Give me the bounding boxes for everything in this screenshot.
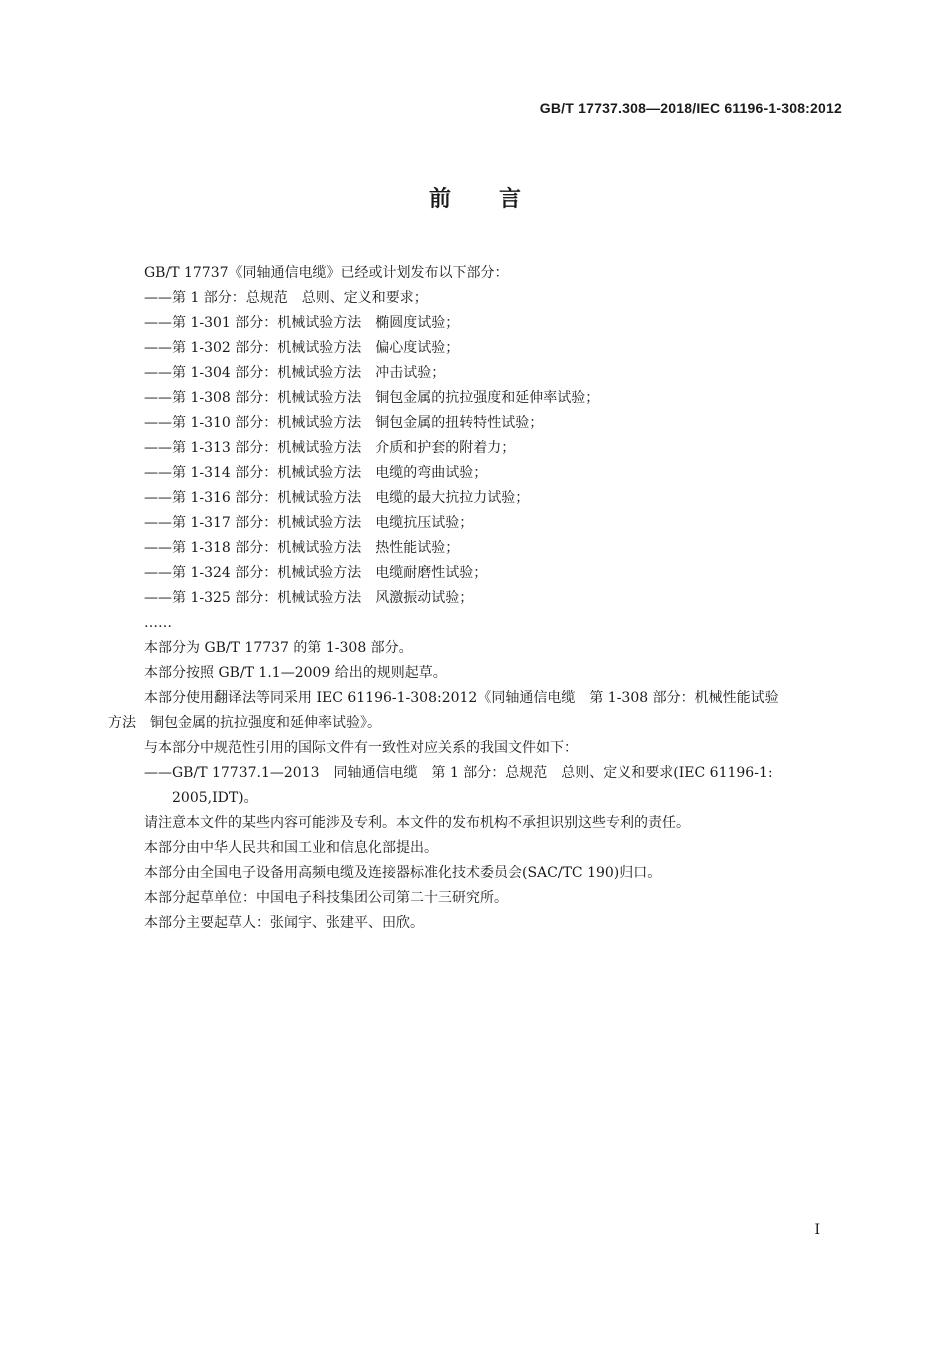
list-item: ——第 1-308 部分：机械试验方法 铜包金属的抗拉强度和延伸率试验； [144, 390, 600, 406]
list-item: ——第 1-313 部分：机械试验方法 介质和护套的附着力； [144, 440, 516, 456]
list-item: ——第 1-314 部分：机械试验方法 电缆的弯曲试验； [144, 465, 488, 481]
foreword-body [108, 261, 848, 936]
paragraph-drafters: 本部分主要起草人：张闻宇、张建平、田欣。 [144, 915, 424, 931]
list-item: ——第 1 部分：总规范 总则、定义和要求； [144, 290, 428, 306]
page-title: 前言 [428, 187, 569, 212]
paragraph-proposed-by: 本部分由中华人民共和国工业和信息化部提出。 [144, 840, 438, 856]
paragraph-patent-notice: 请注意本文件的某些内容可能涉及专利。本文件的发布机构不承担识别这些专利的责任。 [144, 815, 690, 831]
paragraph-correspondence: 与本部分中规范性引用的国际文件有一致性对应关系的我国文件如下： [144, 740, 578, 756]
reference-item: ——GB/T 17737.1—2013 同轴通信电缆 第 1 部分：总规范 总则、定义和要求(IEC 61196-1: [144, 765, 773, 781]
paragraph-adoption-continued: 方法 铜包金属的抗拉强度和延伸率试验》。 [108, 715, 381, 731]
list-item: ——第 1-324 部分：机械试验方法 电缆耐磨性试验； [144, 565, 488, 581]
list-item: ——第 1-318 部分：机械试验方法 热性能试验； [144, 540, 460, 556]
parts-list [108, 286, 848, 611]
standard-code-header: GB/T 17737.308—2018/IEC 61196-1-308:2012 [539, 100, 842, 116]
intro-paragraph: GB/T 17737《同轴通信电缆》已经或计划发布以下部分： [144, 265, 509, 281]
paragraph-drafting-rules: 本部分按照 GB/T 1.1—2009 给出的规则起草。 [144, 665, 447, 681]
paragraph-drafting-unit: 本部分起草单位：中国电子科技集团公司第二十三研究所。 [144, 890, 508, 906]
list-item: ——第 1-325 部分：机械试验方法 风激振动试验； [144, 590, 474, 606]
paragraph-under-jurisdiction: 本部分由全国电子设备用高频电缆及连接器标准化技术委员会(SAC/TC 190)归口。 [144, 865, 662, 881]
list-item: ——第 1-301 部分：机械试验方法 椭圆度试验； [144, 315, 460, 331]
list-item: ——第 1-316 部分：机械试验方法 电缆的最大抗拉力试验； [144, 490, 530, 506]
page-number: I [814, 1222, 820, 1238]
list-item: ——第 1-317 部分：机械试验方法 电缆抗压试验； [144, 515, 474, 531]
list-item: ——第 1-304 部分：机械试验方法 冲击试验； [144, 365, 446, 381]
paragraph-part-number: 本部分为 GB/T 17737 的第 1-308 部分。 [144, 640, 413, 656]
list-ellipsis: …… [144, 615, 172, 631]
reference-item-continued: 2005,IDT)。 [172, 790, 258, 806]
list-item: ——第 1-310 部分：机械试验方法 铜包金属的扭转特性试验； [144, 415, 544, 431]
list-item: ——第 1-302 部分：机械试验方法 偏心度试验； [144, 340, 460, 356]
paragraph-adoption: 本部分使用翻译法等同采用 IEC 61196-1-308:2012《同轴通信电缆 第 1-308 部分：机械性能试验 [144, 690, 779, 706]
